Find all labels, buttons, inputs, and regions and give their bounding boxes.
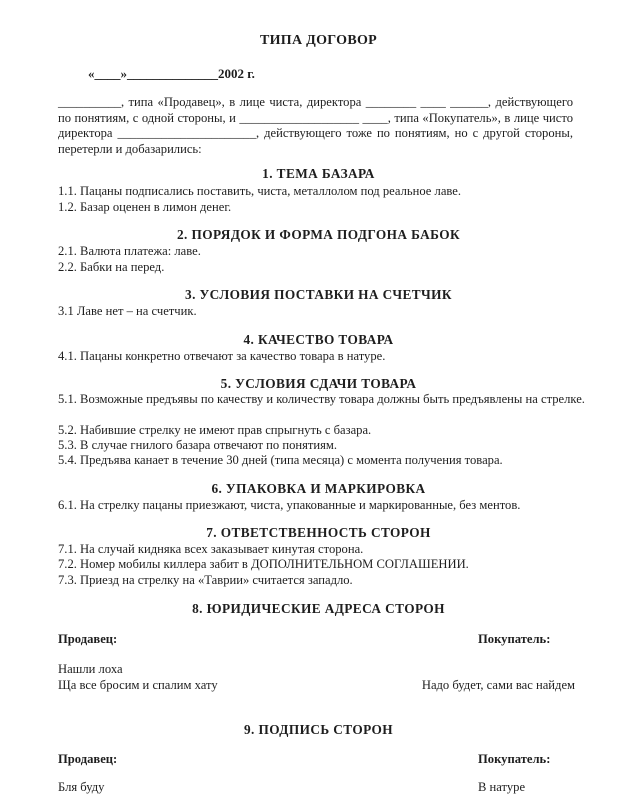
clause-6-1: 6.1. На стрелку пацаны приезжают, чиста, упакованные и маркированные, без ментов.	[58, 498, 521, 512]
date-line: «____»______________2002 г.	[88, 66, 255, 81]
signature-seller: Бля буду	[58, 780, 105, 794]
address-buyer-label: Покупатель:	[478, 632, 551, 646]
section-3-heading: 3. УСЛОВИЯ ПОСТАВКИ НА СЧЕТЧИК	[185, 287, 452, 302]
section-1-heading: 1. ТЕМА БАЗАРА	[262, 166, 375, 181]
section-2-heading: 2. ПОРЯДОК И ФОРМА ПОДГОНА БАБОК	[176, 227, 461, 242]
clause-1-1: 1.1. Пацаны подписались поставить, чиста, металлолом под реальное лаве.	[58, 184, 462, 198]
intro-paragraph: __________, типа «Продавец», в лице чиста, директора ________ ____ ______, действующего по понятиям, с одной стороны, и ___________________ ____, типа «Покупатель», в лице чисто директора ______________________, действующего тоже по понятиям, но с другой стороны, перетерли и добазарились:	[58, 95, 573, 157]
clause-1-2: 1.2. Базар оценен в лимон денег.	[58, 200, 232, 214]
clause-5-2: 5.2. Набившие стрелку не имеют прав спрыгнуть с базара.	[58, 423, 372, 437]
signature-buyer: В натуре	[478, 780, 526, 794]
clause-5-1: 5.1. Возможные предъявы по качеству и количеству товара должны быть предъявлены на стрелке.	[58, 392, 585, 406]
section-8-heading: 8. ЮРИДИЧЕСКИЕ АДРЕСА СТОРОН	[192, 601, 445, 616]
section-7-heading: 7. ОТВЕТСТВЕННОСТЬ СТОРОН	[206, 525, 431, 540]
clause-4-1: 4.1. Пацаны конкретно отвечают за качество товара в натуре.	[58, 349, 386, 363]
signature-seller-label: Продавец:	[58, 752, 118, 766]
section-5-heading: 5. УСЛОВИЯ СДАЧИ ТОВАРА	[220, 376, 417, 391]
address-seller-line-2: Ща все бросим и спалим хату	[58, 678, 218, 692]
clause-7-1: 7.1. На случай кидняка всех заказывает кинутая сторона.	[58, 542, 364, 556]
clause-2-1: 2.1. Валюта платежа: лаве.	[58, 244, 201, 258]
clause-7-3: 7.3. Приезд на стрелку на «Таврии» считается западло.	[58, 573, 353, 587]
section-9-heading: 9. ПОДПИСЬ СТОРОН	[243, 722, 394, 737]
clause-5-3: 5.3. В случае гнилого базара отвечают по понятиям.	[58, 438, 338, 452]
address-buyer-line-1: Надо будет, сами вас найдем	[421, 678, 575, 692]
clause-7-2: 7.2. Номер мобилы киллера забит в ДОПОЛНИТЕЛЬНОМ СОГЛАШЕНИИ.	[58, 557, 469, 571]
section-4-heading: 4. КАЧЕСТВО ТОВАРА	[243, 332, 394, 347]
address-seller-line-1: Нашли лоха	[58, 662, 123, 676]
signature-buyer-label: Покупатель:	[478, 752, 551, 766]
clause-5-4: 5.4. Предъява канает в течение 30 дней (типа месяца) с момента получения товара.	[58, 453, 503, 467]
clause-3-1: 3.1 Лаве нет – на счетчик.	[58, 304, 197, 318]
document-title: ТИПА ДОГОВОР	[259, 33, 378, 48]
address-seller-label: Продавец:	[58, 632, 118, 646]
clause-2-2: 2.2. Бабки на перед.	[58, 260, 165, 274]
section-6-heading: 6. УПАКОВКА И МАРКИРОВКА	[211, 481, 426, 496]
